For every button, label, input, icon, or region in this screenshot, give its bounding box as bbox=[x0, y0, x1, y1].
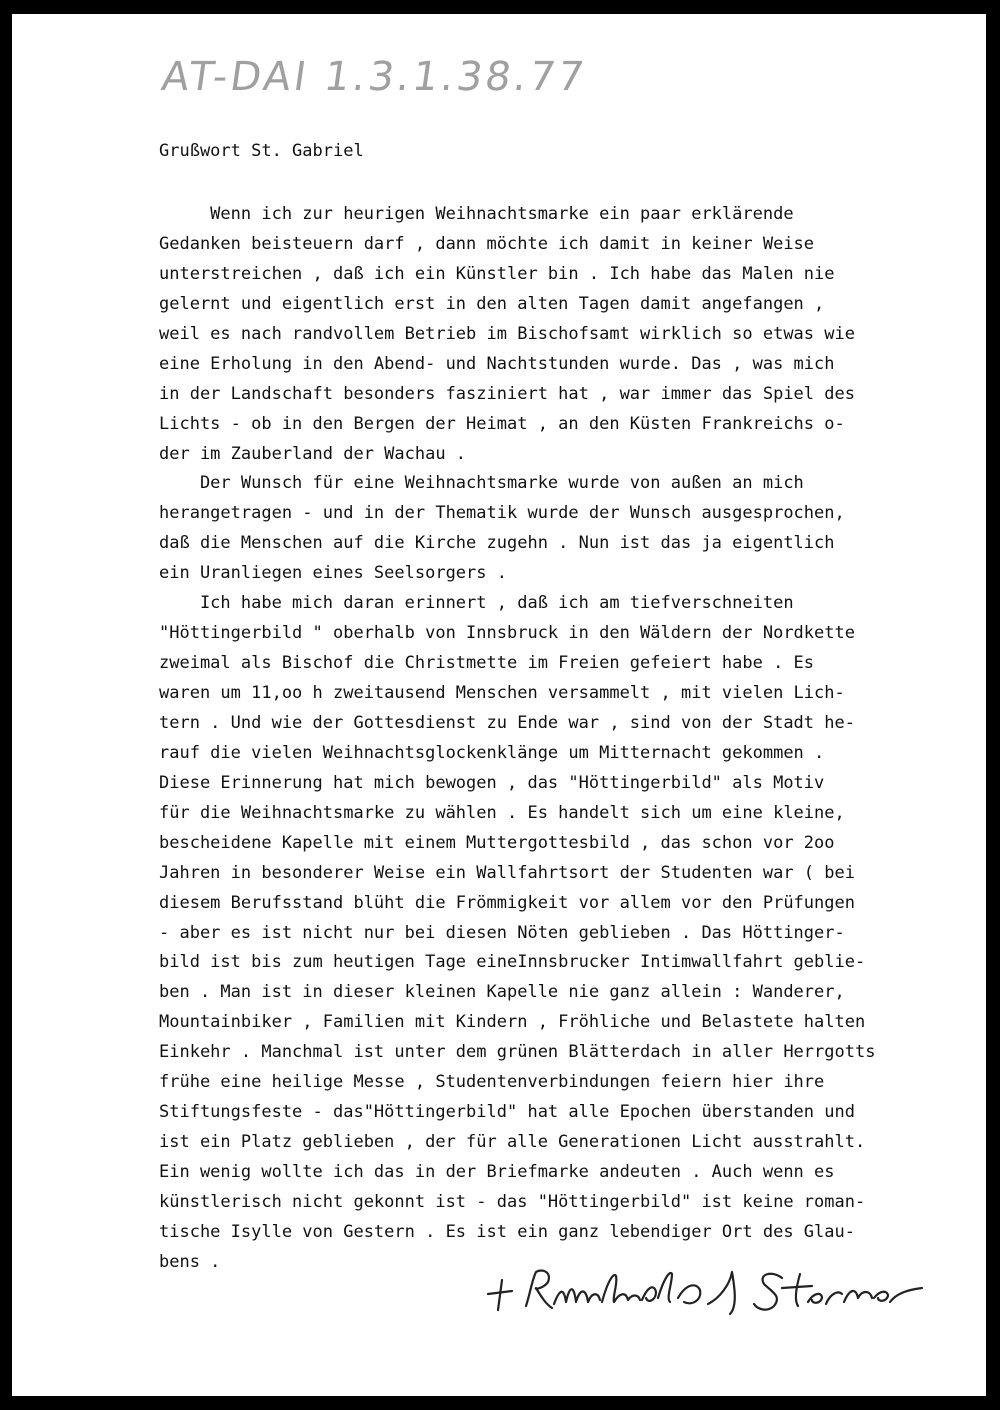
text-line: waren um 11,oo h zweitausend Menschen versammelt , mit vielen Lich- bbox=[159, 683, 845, 703]
text-line: Wenn ich zur heurigen Weihnachtsmarke ein paar erklärende bbox=[159, 204, 794, 224]
text-line: Stiftungsfeste - das"Höttingerbild" hat alle Epochen überstanden und bbox=[159, 1102, 855, 1123]
text-line: Ein wenig wollte ich das in der Briefmarke andeuten . Auch wenn es bbox=[159, 1162, 835, 1182]
text-line: Diese Erinnerung hat mich bewogen , das "Höttingerbild" als Motiv bbox=[159, 772, 825, 793]
text-line: Lichts - ob in den Bergen der Heimat , an den Küsten Frankreichs o- bbox=[159, 413, 845, 434]
text-line: eine Erholung in den Abend- und Nachtstunden wurde. Das , was mich bbox=[159, 353, 835, 374]
document-heading: Grußwort St. Gabriel bbox=[159, 141, 364, 161]
text-line: künstlerisch nicht gekonnt ist - das "Höttingerbild" ist keine roman- bbox=[159, 1191, 866, 1212]
text-line: zweimal als Bischof die Christmette im Freien gefeiert habe . Es bbox=[159, 653, 815, 674]
text-line: Der Wunsch für eine Weihnachtsmarke wurde von außen an mich bbox=[159, 473, 804, 494]
text-line: weil es nach randvollem Betrieb im Bischofsamt wirklich so etwas wie bbox=[159, 323, 855, 344]
document-page bbox=[12, 14, 986, 1396]
text-line: ben . Man ist in dieser kleinen Kapelle nie ganz allein : Wanderer, bbox=[159, 982, 845, 1003]
handwritten-signature bbox=[482, 1258, 942, 1328]
text-line: bescheidene Kapelle mit einem Muttergottesbild , das schon vor 2oo bbox=[159, 832, 835, 853]
text-line: tische Isylle von Gestern . Es ist ein ganz lebendiger Ort des Glau- bbox=[159, 1221, 855, 1242]
text-line: bens . bbox=[159, 1251, 221, 1272]
text-line: für die Weihnachtsmarke zu wählen . Es handelt sich um eine kleine, bbox=[159, 802, 845, 823]
text-line: frühe eine heilige Messe , Studentenverbindungen feiern hier ihre bbox=[159, 1072, 825, 1093]
archive-number: AT-DAI 1.3.1.38.77 bbox=[158, 54, 590, 100]
text-line: in der Landschaft besonders fasziniert hat , war immer das Spiel des bbox=[159, 383, 855, 404]
text-line: Ich habe mich daran erinnert , daß ich am tiefverschneiten bbox=[159, 593, 794, 614]
text-line: "Höttingerbild " oberhalb von Innsbruck in den Wäldern der Nordkette bbox=[159, 623, 855, 644]
text-line: - aber es ist nicht nur bei diesen Nöten geblieben . Das Höttinger- bbox=[159, 922, 845, 943]
text-line: Mountainbiker , Familien mit Kindern , Fröhliche und Belastete halten bbox=[159, 1012, 866, 1033]
text-line: diesem Berufsstand blüht die Frömmigkeit vor allem vor den Prüfungen bbox=[159, 892, 855, 913]
text-line: rauf die vielen Weihnachtsglockenklänge um Mitternacht gekommen . bbox=[159, 742, 825, 763]
text-line: der im Zauberland der Wachau . bbox=[159, 443, 467, 464]
text-line: tern . Und wie der Gottesdienst zu Ende war , sind von der Stadt he- bbox=[159, 712, 855, 733]
text-line: unterstreichen , daß ich ein Künstler bin . Ich habe das Malen nie bbox=[159, 263, 835, 284]
text-line: Einkehr . Manchmal ist unter dem grünen Blätterdach in aller Herrgotts bbox=[159, 1042, 876, 1063]
text-line: Gedanken beisteuern darf , dann möchte ich damit in keiner Weise bbox=[159, 233, 815, 254]
letter-body bbox=[159, 200, 979, 1278]
text-line: daß die Menschen auf die Kirche zugehn . Nun ist das ja eigentlich bbox=[159, 533, 835, 554]
text-line: Jahren in besonderer Weise ein Wallfahrtsort der Studenten war ( bei bbox=[159, 862, 855, 883]
text-line: herangetragen - und in der Thematik wurde der Wunsch ausgesprochen, bbox=[159, 503, 845, 524]
text-line: ist ein Platz geblieben , der für alle Generationen Licht ausstrahlt. bbox=[159, 1132, 866, 1153]
text-line: gelernt und eigentlich erst in den alten Tagen damit angefangen , bbox=[159, 293, 825, 314]
text-line: ein Uranliegen eines Seelsorgers . bbox=[159, 563, 507, 584]
text-line: bild ist bis zum heutigen Tage eineInnsbrucker Intimwallfahrt geblie- bbox=[159, 952, 866, 973]
